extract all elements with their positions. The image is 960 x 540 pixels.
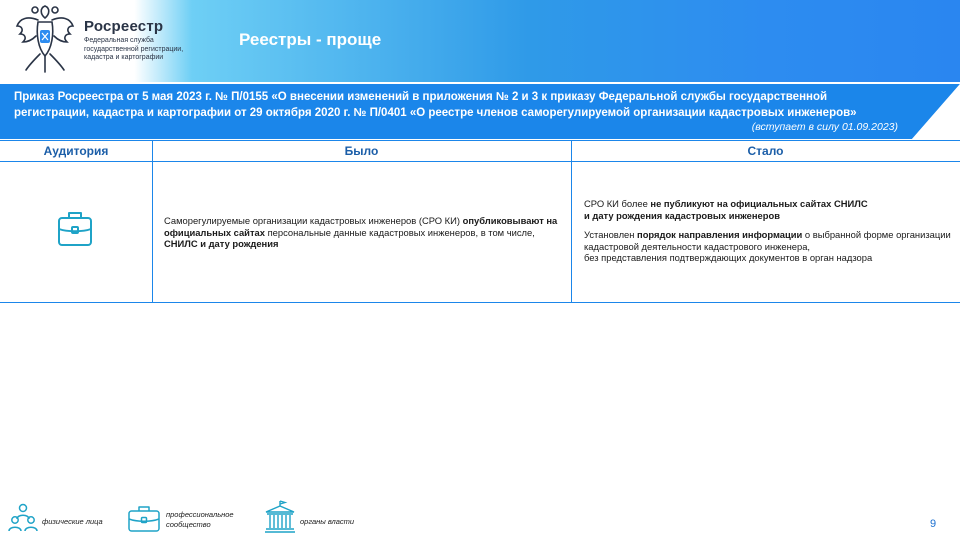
government-building-icon	[264, 500, 296, 534]
banner-corner-decoration	[912, 84, 960, 139]
page-number: 9	[930, 518, 937, 530]
comparison-table	[0, 140, 960, 304]
briefcase-icon	[128, 505, 160, 533]
was-cell-text: Саморегулируемые организации кадастровых инженеров (СРО КИ) опубликовывают на официальных сайтах персональные данные кадастровых инженеров, в том числе, СНИЛС и дату рождения	[164, 215, 558, 249]
column-divider	[152, 140, 153, 303]
briefcase-icon	[57, 210, 93, 248]
header	[0, 0, 960, 82]
brand-name: Росреестр	[84, 18, 164, 35]
banner-line-1: Приказ Росреестра от 5 мая 2023 г. № П/0155 «О внесении изменений в приложения № 2 и 3 к приказу Федеральной службы государственной	[14, 91, 828, 103]
header-was: Было	[344, 144, 379, 158]
column-divider	[571, 140, 572, 303]
legend-label-professional-community: профессиональное сообщество	[166, 510, 234, 529]
legend-label-authorities: органы власти	[300, 517, 355, 526]
table-header-row	[0, 140, 960, 162]
order-banner	[0, 84, 912, 139]
header-now: Стало	[747, 144, 784, 158]
now-paragraph-2: Установлен порядок направления информации о выбранной форме организации кадастровой деятельности кадастрового инженера, без представления подтверждающих документов в орган надзора	[584, 229, 951, 263]
now-cell-text	[584, 198, 954, 264]
rosreestr-emblem-icon	[14, 4, 76, 74]
effective-date: (вступает в силу 01.09.2023)	[751, 121, 898, 133]
now-paragraph-1: СРО КИ более не публикуют на официальных сайтах СНИЛС и дату рождения кадастровых инженеров	[584, 198, 868, 221]
legend-label-individuals: физические лица	[42, 517, 103, 526]
banner-line-2: регистрации, кадастра и картографии от 29 октября 2020 г. № П/0401 «О реестре членов саморегулируемой организации кадастровых инженеров»	[14, 107, 857, 119]
page-title: Реестры - проще	[239, 30, 382, 49]
brand-subtitle: Федеральная служба государственной регистрации, кадастра и картографии	[84, 37, 184, 62]
row-divider	[0, 302, 960, 303]
people-icon	[8, 503, 38, 533]
header-audience: Аудитория	[43, 144, 109, 158]
